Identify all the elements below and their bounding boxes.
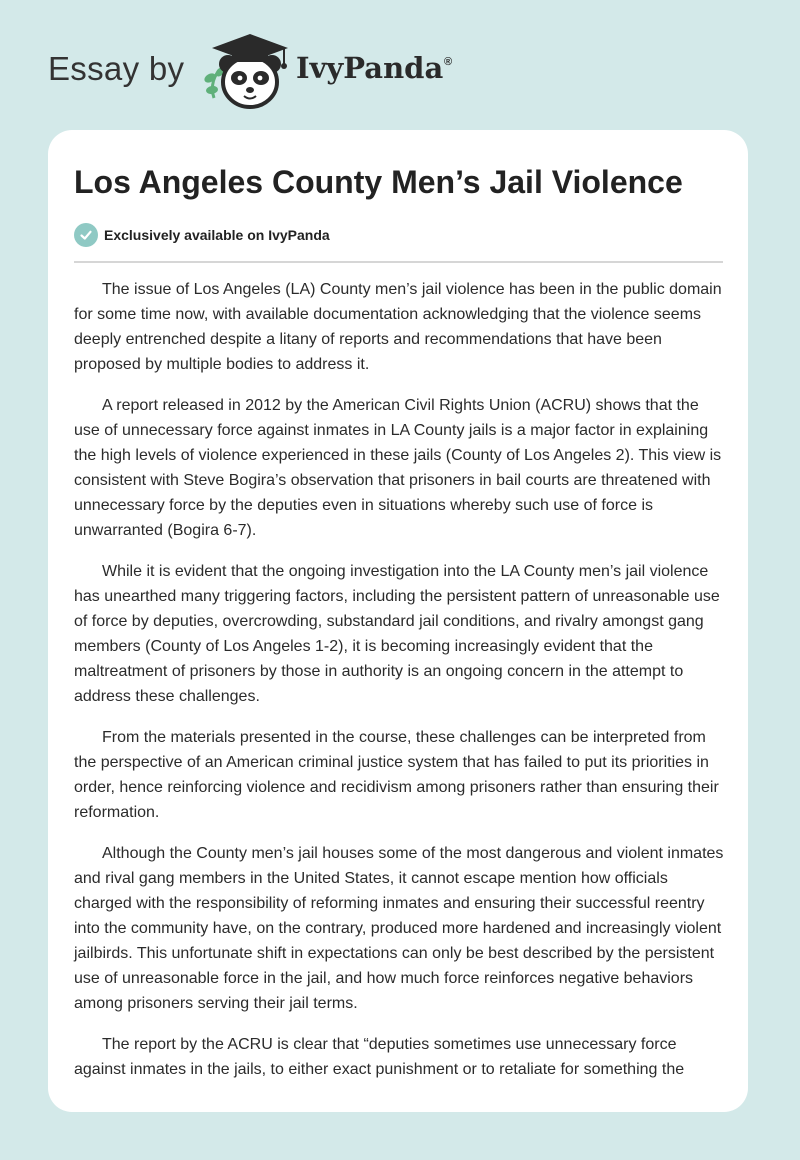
check-circle-icon	[74, 223, 98, 247]
registered-mark: ®	[444, 56, 453, 68]
site-header	[0, 0, 800, 130]
paragraph: The report by the ACRU is clear that “deputies sometimes use unnecessary force against inmates in the jails, to either exact punishment or to retaliate for something the	[74, 1036, 685, 1078]
panda-graduate-logo-icon[interactable]	[200, 28, 296, 112]
paragraph: The issue of Los Angeles (LA) County men’s jail violence has been in the public domain for some time now, with available documentation acknowledging that the violence seems deeply entrenched despite a litany of reports and recommendations that have been proposed by multiple bodies to address it.	[74, 281, 722, 373]
divider	[74, 261, 723, 263]
brand-name[interactable]: IvyPanda	[296, 51, 444, 85]
paragraph: From the materials presented in the course, these challenges can be interpreted from the perspective of an American criminal justice system that has failed to put its priorities in order, hence reinforcing violence and recidivism among prisoners rather than ensuring their reformation.	[74, 729, 719, 821]
brand-prefix: Essay by	[48, 50, 185, 87]
essay-title: Los Angeles County Men’s Jail Violence	[74, 164, 683, 200]
paragraph: A report released in 2012 by the American Civil Rights Union (ACRU) shows that the use of unnecessary force against inmates in LA County jails is a major factor in explaining the high levels of violence experienced in these jails (County of Los Angeles 2). This view is consistent with Steve Bogira’s observation that prisoners in bail courts are threatened with unnecessary force by the deputies even in situations whereby such use of force is unwarranted (Bogira 6-7).	[74, 397, 722, 539]
paragraph: Although the County men’s jail houses some of the most dangerous and violent inmates and rival gang members in the United States, it cannot escape mention how officials charged with the responsibility of reforming inmates and ensuring their successful reentry into the community have, on the contrary, produced more hardened and increasingly violent jailbirds. This unfortunate shift in expectations can only be best described by the persistent use of unreasonable force in the jail, and how much force reinforces negative behaviors among prisoners serving their jail terms.	[74, 845, 724, 1012]
paragraph: While it is evident that the ongoing investigation into the LA County men’s jail violence has unearthed many triggering factors, including the persistent pattern of unreasonable use of force by deputies, overcrowding, substandard jail conditions, and rivalry amongst gang members (County of Los Angeles 1-2), it is becoming increasingly evident that the maltreatment of prisoners by those in authority is an ongoing concern in the attempt to address these challenges.	[74, 563, 720, 705]
essay-card	[48, 130, 748, 1112]
exclusive-badge-label: Exclusively available on IvyPanda	[104, 227, 330, 243]
exclusive-badge	[74, 223, 330, 247]
essay-body	[74, 277, 726, 1098]
